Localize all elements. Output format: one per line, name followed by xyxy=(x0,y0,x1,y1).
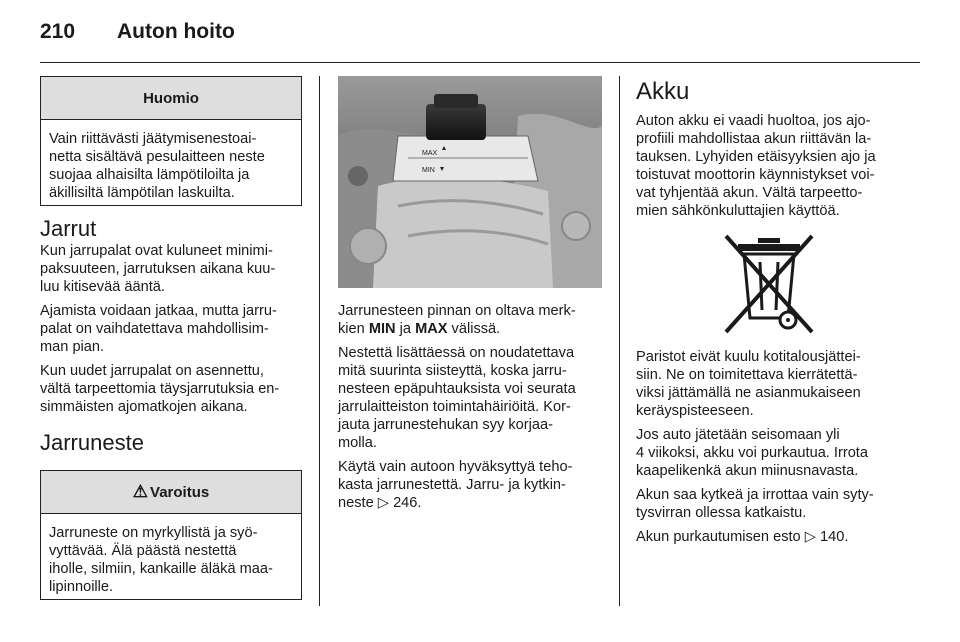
warning-triangle-icon: ⚠ xyxy=(132,482,149,501)
notice-title: Huomio xyxy=(41,77,301,120)
page-reference-246[interactable]: 246. xyxy=(393,495,422,511)
notice-text: Vain riittävästi jäätymisenestoai- netta sisältävä pesulaitteen neste suojaa alhaisilta lämpötiloilta ja äkillisiltä lämpötilan laskuilta. xyxy=(49,131,265,201)
max-mark: MAX xyxy=(415,321,448,337)
min-mark: MIN xyxy=(368,321,396,337)
discharge-protection-text: Akun purkautumisen esto xyxy=(636,529,805,545)
crossed-out-wheelie-bin-icon xyxy=(714,232,824,338)
column-divider-2 xyxy=(619,76,620,606)
brake-fluid-reservoir-photo xyxy=(338,76,602,288)
warning-box xyxy=(40,470,302,600)
brakes-paragraph-2: Ajamista voidaan jatkaa, mutta jarru- palat on vaihdatettava mahdollisim- man pian. xyxy=(40,303,277,355)
battery-paragraph-5 xyxy=(636,528,902,546)
column-divider-1 xyxy=(319,76,320,606)
page-header xyxy=(40,14,920,63)
battery-paragraph-1: Auton akku ei vaadi huoltoa, jos ajo- profiili mahdollistaa akun riittävän la- tauksen. Lyhyiden etäisyyksien ajo ja toistuvat moottorin käynnistykset voi- vat tyhjentää akun. Vältä tarpeetto- mien sähkönkuluttajien käyttöä. xyxy=(636,113,876,219)
battery-paragraph-3: Jos auto jätetään seisomaan yli 4 viikoksi, akku voi purkautua. Irrota kaapelikenkä akun miinusnavasta. xyxy=(636,427,868,479)
column-middle xyxy=(338,76,602,518)
warning-text: Jarruneste on myrkyllistä ja syö- vyttävää. Älä päästä nestettä iholle, silmiin, kankaille äläkä maa- lipinnoille. xyxy=(49,525,273,595)
brakes-heading: Jarrut xyxy=(40,216,97,241)
brakes-paragraph-3: Kun uudet jarrupalat on asennettu, vältä tarpeettomia täysjarrutuksia en- simmäisten ajomatkojen aikana. xyxy=(40,363,280,415)
reservoir-max-label: MAX xyxy=(422,150,438,157)
battery-heading: Akku xyxy=(636,78,690,105)
brakes-paragraph-1: Kun jarrupalat ovat kuluneet minimi- paksuuteen, jarrutuksen aikana kuu- luu kitisevää ääntä. xyxy=(40,243,276,295)
level-text-end: välissä. xyxy=(447,321,501,337)
column-right xyxy=(636,76,902,552)
column-left xyxy=(40,76,302,600)
battery-paragraph-4: Akun saa kytkeä ja irrottaa vain syty- tysvirran ollessa katkaistu. xyxy=(636,487,874,521)
notice-box xyxy=(40,76,302,206)
warning-title: Varoitus xyxy=(150,483,210,501)
page-reference-140[interactable]: 140. xyxy=(820,529,849,545)
page-title: Auton hoito xyxy=(117,20,235,43)
brake-fluid-heading: Jarruneste xyxy=(40,430,144,455)
brake-fluid-level-paragraph xyxy=(338,302,602,338)
approved-fluid-paragraph xyxy=(338,458,602,512)
battery-paragraph-2: Paristot eivät kuulu kotitalousjättei- siin. Ne on toimitettava kierrätettä- viksi jättämällä ne asianmukaiseen keräyspisteeseen. xyxy=(636,349,861,419)
page-number: 210 xyxy=(40,20,76,43)
level-text-middle: ja xyxy=(395,321,416,337)
topping-up-paragraph: Nestettä lisättäessä on noudatettava mitä suurinta siisteyttä, koska jarru- nesteen epäpuhtauksista voi seurata jarrulaitteiston toimintahäiriöitä. Kor- jauta jarrunestehukan syy korjaa- molla. xyxy=(338,345,576,451)
approved-fluid-text: Käytä vain autoon hyväksyttyä teho- kasta jarrunestettä. Jarru- ja kytkin- neste xyxy=(338,459,573,511)
reservoir-min-label: MIN xyxy=(422,167,435,174)
level-text-start: Jarrunesteen pinnan on oltava merk- kien xyxy=(338,303,576,337)
page-reference-icon: ▷ xyxy=(377,495,389,511)
warning-header xyxy=(41,471,301,514)
page-reference-icon: ▷ xyxy=(804,529,816,545)
